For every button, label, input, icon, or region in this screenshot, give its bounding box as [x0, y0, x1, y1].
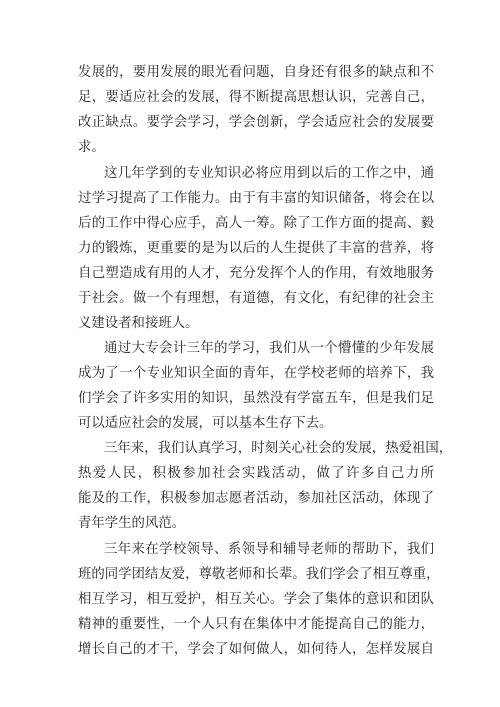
text-line: 求。: [78, 140, 105, 155]
text-line: 三年来在学校领导、系领导和辅导老师的帮助下，我们: [104, 542, 434, 557]
text-line: 改正缺点。要学会学习，学会创新，学会适应社会的发展要: [78, 115, 434, 130]
text-line: 相互学习，相互爱护，相互关心。学会了集体的意识和团队: [78, 592, 434, 607]
text-line: 成为了一个专业知识全面的青年，在学校老师的培养下，我: [78, 366, 434, 381]
text-line: 可以适应社会的发展，可以基本生存下去。: [78, 416, 333, 431]
text-line: 发展的，要用发展的眼光看问题，自身还有很多的缺点和不: [78, 65, 434, 80]
text-line: 增长自己的才干，学会了如何做人，如何待人，怎样发展自: [78, 642, 434, 657]
text-line: 班的同学团结友爱，尊敬老师和长辈。我们学会了相互尊重，: [78, 567, 440, 582]
text-line: 过学习提高了工作能力。由于有丰富的知识储备，将会在以: [78, 191, 434, 206]
text-line: 通过大专会计三年的学习，我们从一个懵懂的少年发展: [104, 341, 434, 356]
text-line: 青年学生的风范。: [78, 516, 186, 531]
text-line: 自己塑造成有用的人才，充分发挥个人的作用，有效地服务: [78, 266, 434, 281]
text-line: 义建设者和接班人。: [78, 316, 199, 331]
text-line: 三年来，我们认真学习，时刻关心社会的发展，热爱祖国，: [104, 441, 453, 456]
text-line: 后的工作中得心应手，高人一筹。除了工作方面的提高、毅: [78, 216, 434, 231]
text-line: 于社会。做一个有理想，有道德，有文化，有纪律的社会主: [78, 291, 434, 306]
text-line: 们学会了许多实用的知识，虽然没有学富五车，但是我们足: [78, 391, 434, 406]
text-line: 这几年学到的专业知识必将应用到以后的工作之中，通: [104, 166, 434, 181]
text-line: 力的锻炼，更重要的是为以后的人生提供了丰富的营养，将: [78, 241, 434, 256]
text-line: 能及的工作，积极参加志愿者活动，参加社区活动，体现了: [78, 491, 434, 506]
text-line: 足，要适应社会的发展，得不断提高思想认识，完善自己，: [78, 90, 434, 105]
text-line: 精神的重要性，一个人只有在集体中才能提高自己的能力，: [78, 617, 434, 632]
text-line: 热爱人民，积极参加社会实践活动，做了许多自己力所: [78, 466, 434, 481]
